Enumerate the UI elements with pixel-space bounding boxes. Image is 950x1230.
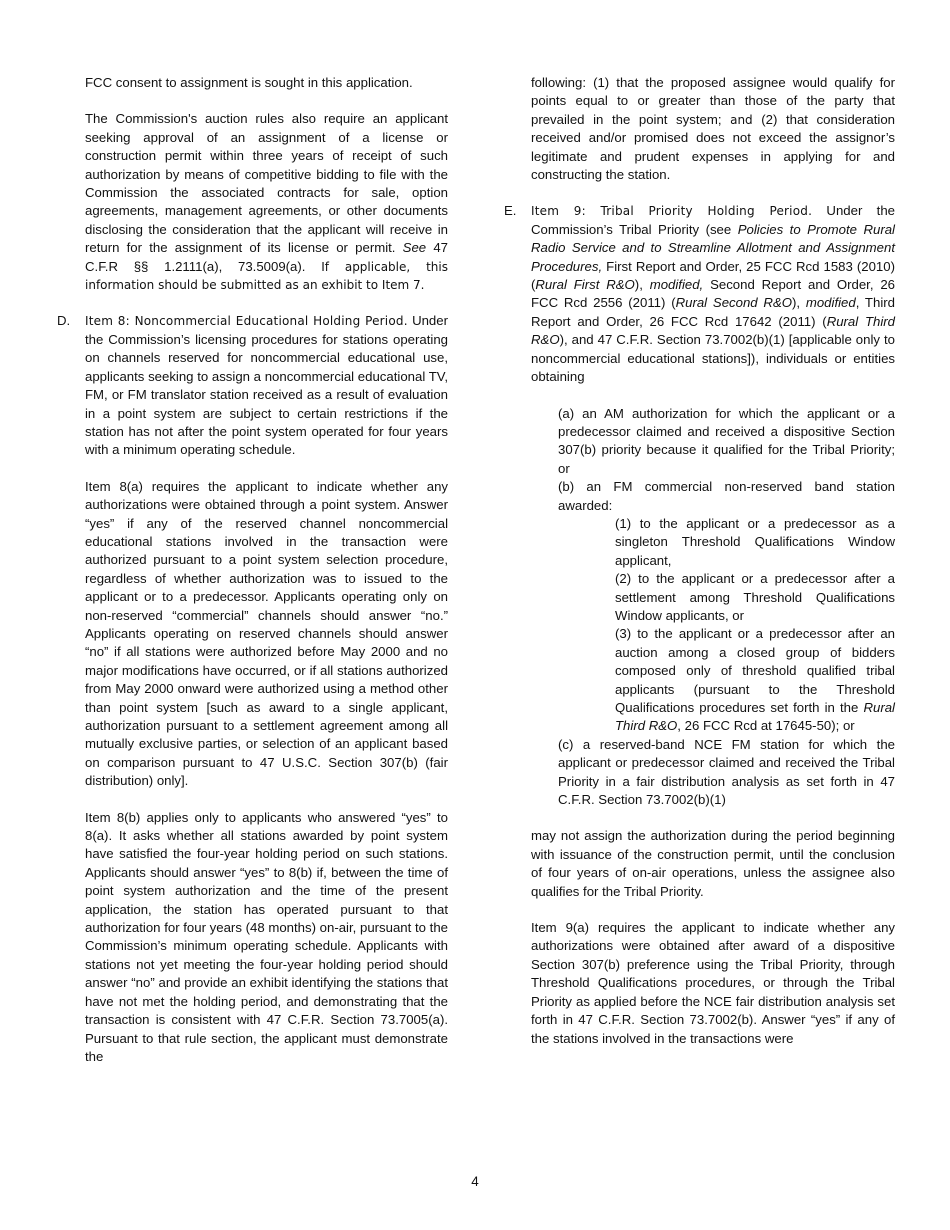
sub-item-b3 — [615, 625, 895, 735]
sub-item-b3-cite: Rural Third R&O — [615, 700, 895, 734]
item-d-marker: D. — [57, 313, 71, 329]
sub-item-b2: (2) to the applicant or a predecessor after a settlement among Threshold Qualifications Window applicants, or — [615, 571, 895, 623]
item-8-heading: Item 8: Noncommercial Educational Holding Period. — [85, 314, 408, 329]
sub-item-a: (a) an AM authorization for which the applicant or a predecessor claimed and received a dispositive Section 307(b) priority because it qualified for the Tribal Priority; or — [558, 405, 895, 476]
page-number: 4 — [471, 1174, 479, 1189]
sub-item-b: (b) an FM commercial non-reserved band station awarded: — [558, 479, 895, 513]
item-e-modified-1: modified, — [649, 277, 704, 293]
item-e-marker: E. — [504, 203, 517, 219]
item-9a-paragraph: Item 9(a) requires the applicant to indicate whether any authorizations were obtained after award of a dispositive Section 307(b) preference using the Tribal Priority, through Threshold Qualifications procedures, or through the Tribal Priority as applied before the NCE fair distribution analysis set forth in 47 C.F.R. Section 73.7002(b). Answer “yes” if any of the stations involved in the transactions were — [531, 920, 895, 1046]
item-d — [57, 312, 448, 459]
item-e-text-3: ), — [634, 277, 643, 293]
item-d-paragraph — [85, 312, 448, 459]
left-column — [57, 74, 448, 1066]
exhibit-note: If applicable, this information should be submitted as an exhibit to Item 7. — [85, 259, 448, 293]
item-e-paragraph — [531, 202, 895, 386]
continued-text-1: following: (1) that the proposed assignee would qualify for points equal to or greater than those of the party that prevailed in the point system; — [531, 75, 895, 127]
item-e-short-cite-2: Rural Second R&O — [675, 295, 792, 311]
sub-item-b3-text-2: , 26 FCC Rcd at 17645-50); or — [677, 718, 855, 734]
sub-item-b1: (1) to the applicant or a predecessor as a singleton Threshold Qualifications Window applicant, — [615, 515, 895, 568]
item-d-text: Under the Commission’s licensing procedures for stations operating on channels reserved for noncommercial educational use, applicants seeking to assign a noncommercial educational TV, FM, or FM translator station received as a result of evaluation in a point system are subject to certain restrictions if the station has not after the point system operated for four years with a minimum operating schedule. — [85, 313, 448, 458]
item-e-text-5: ), — [792, 295, 801, 311]
item-e-short-cite-3: Rural Third R&O — [531, 313, 895, 348]
continued-and: and — [730, 112, 753, 127]
item-e-short-cite-1: Rural First R&O — [535, 277, 635, 293]
item-e-text-1: Under the Commission’s Tribal Priority (see — [531, 203, 895, 237]
item-e-text-2: First Report and Order, 25 FCC Rcd 1583 (2010) ( — [531, 258, 895, 293]
item-8a-paragraph: Item 8(a) requires the applicant to indicate whether any authorizations were obtained through a point system. Answer “yes” if any of the reserved channel noncommercial educational stations involved in the transaction were authorized pursuant to a point system selection procedure, regardless of whether authorization was to issued to the applicant or to a predecessor. Applicants operating only on non-reserved “commercial” channels should answer “no.” Applicants operating on reserved channels should answer “no” if all stations were authorized before May 2000 and no major modifications have occurred, or if all stations authorized from May 2000 onward were authorized using a method other than point system [such as award to a single applicant, authorization pursuant to a settlement agreement among all mutually exclusive parties, or selection of an applicant based on comparison pursuant to 47 U.S.C. Section 307(b) (fair distribution) only]. — [85, 478, 448, 789]
intro-paragraph: FCC consent to assignment is sought in this application. — [85, 75, 413, 90]
item-e-modified-2: modified — [805, 295, 856, 311]
auction-citation: 47 C.F.R §§ 1.2111(a), 73.5009(a). — [85, 240, 448, 274]
continued-paragraph — [531, 74, 895, 184]
sub-item-c: (c) a reserved-band NCE FM station for which the applicant or predecessor claimed and received the Tribal Priority in a fair distribution analysis as set forth in 47 C.F.R. Section 73.7002(b)(1) — [558, 736, 895, 808]
may-not-assign-paragraph: may not assign the authorization during the period beginning with issuance of the construction permit, until the conclusion of four years of on-air operations, unless the assignee also qualifies for the Tribal Priority. — [531, 828, 895, 899]
item-8b-paragraph: Item 8(b) applies only to applicants who answered “yes” to 8(a). It asks whether all stations awarded by point system have satisfied the four-year holding period on such stations. Applicants should answer “yes” to 8(b) if, between the time of point system authorization and the time of the present application, the station has operated pursuant to that authorization for four years (48 months) on-air, pursuant to the Commission’s minimum operating schedule. Applicants with stations not yet meeting the four-year holding period should answer “no” and provide an exhibit identifying the stations that have not met the holding period, and demonstrating that the transaction is consistent with 47 C.F.R. Section 73.7005(a). Pursuant to that rule section, the applicant must demonstrate the — [85, 809, 448, 1064]
sub-item-b3-text-1: (3) to the applicant or a predecessor after an auction among a closed group of bidders composed only of threshold qualified tribal applicants (pursuant to the Threshold Qualifications procedures set forth in the — [615, 626, 895, 715]
item-e-text-4: Second Report and Order, 26 FCC Rcd 2556 (2011) ( — [531, 277, 896, 311]
item-e-citation-title: Policies to Promote Rural Radio Service and to Streamline Allotment and Assignment Procedures, — [531, 221, 895, 274]
auction-rules-text: The Commission's auction rules also require an applicant seeking approval of an assignment of a license or construction permit within three years of receipt of such authorization by means of competitive bidding to file with the Commission the associated contracts for sale, option agreements, management agreements, or other documents disclosing the consideration that the applicant will receive in return for the assignment of its license or permit. — [85, 111, 448, 256]
item-e-text-6: , Third Report and Order, 26 FCC Rcd 17642 (2011) ( — [531, 295, 895, 329]
item-9-heading: Item 9: Tribal Priority Holding Period. — [531, 204, 813, 219]
item-e-text-7: ), and 47 C.F.R. Section 73.7002(b)(1) [applicable only to noncommercial educational stations]), individuals or entities obtaining — [531, 332, 895, 385]
right-column — [504, 74, 896, 1048]
continued-text-2: (2) that consideration received and/or promised does not exceed the assignor’s legitimate and prudent expenses in applying for and constructing the station. — [531, 111, 895, 183]
see-signal: See — [402, 240, 427, 256]
auction-rules-paragraph — [85, 110, 448, 294]
item-e — [504, 202, 896, 386]
